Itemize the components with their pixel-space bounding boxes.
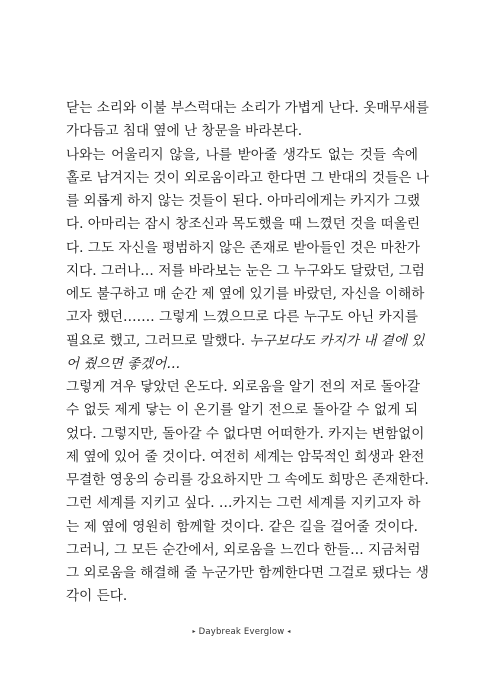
text-line: 다. 아마리는 잠시 창조신과 목도했을 때 느꼈던 것을 떠올린 — [66, 216, 421, 233]
text-line: 그 외로움을 해결해 줄 누군가만 함께한다면 그걸로 됐다는 생 — [66, 565, 429, 581]
text-line: 었다. 그렇지만, 돌아갈 수 없다면 어떠한가. 카지는 변함없이 — [66, 425, 425, 442]
text-line: 가다듬고 침대 옆에 난 창문을 바라본다. — [66, 123, 303, 140]
text-line: 닫는 소리와 이불 부스럭대는 소리가 가볍게 난다. 옷매무새를 — [66, 100, 429, 116]
text-line: 각이 든다. — [66, 588, 128, 605]
book-title: Daybreak Everglow — [198, 627, 285, 637]
triangle-right-icon: ▸ — [192, 628, 196, 635]
paragraph — [66, 144, 429, 377]
text-line: 나와는 어울리지 않을, 나를 받아줄 생각도 없는 것들 속에 — [66, 146, 418, 163]
text-line: 를 외롭게 하지 않는 것들이 된다. 아마리에게는 카지가 그랬 — [66, 193, 421, 209]
page-footer — [0, 627, 483, 637]
text-line: 수 없듯 제게 닿는 이 온기를 알기 전으로 돌아갈 수 없게 되 — [66, 402, 418, 419]
body-text — [66, 97, 429, 609]
text-run: 필요로 했고, 그러므로 말했다. — [66, 332, 250, 349]
text-line: 제 옆에 있어 줄 것이다. 여전히 세계는 암묵적인 희생과 완전 — [66, 448, 425, 465]
text-line: 고자 했던……. 그렇게 느꼈으므로 다른 누구도 아닌 카지를 — [66, 309, 418, 326]
text-line: 지다. 그러나… 저를 바라보는 눈은 그 누구와도 달랐던, 그럼 — [66, 262, 425, 279]
text-line: 그렇게 겨우 닿았던 온도다. 외로움을 알기 전의 저로 돌아갈 — [66, 379, 421, 395]
text-line: 그런 세계를 지키고 싶다. …카지는 그런 세계를 지키고자 하 — [66, 495, 421, 512]
text-line — [66, 330, 425, 353]
paragraph — [66, 97, 429, 144]
text-line — [66, 353, 418, 376]
text-line: 무결한 영웅의 승리를 강요하지만 그 속에도 희망은 존재한다. — [66, 472, 429, 488]
text-line: 그러니, 그 모든 순간에서, 외로움을 느낀다 한들… 지금처럼 — [66, 541, 421, 558]
text-line: 는 제 옆에 영원히 함께할 것이다. 같은 길을 걸어줄 것이다. — [66, 518, 418, 535]
triangle-left-icon: ◂ — [287, 628, 291, 635]
text-line: 홀로 남겨지는 것이 외로움이라고 한다면 그 반대의 것들은 나 — [66, 169, 429, 186]
text-line: 다. 그도 자신을 평범하지 않은 존재로 받아들인 것은 마찬가 — [66, 239, 421, 256]
italic-quote: 어 줬으면 좋겠어… — [66, 355, 181, 372]
text-line: 에도 불구하고 매 순간 제 옆에 있기를 바랐던, 자신을 이해하 — [66, 286, 425, 302]
italic-quote: 누구보다도 카지가 내 곁에 있 — [249, 332, 425, 349]
paragraph — [66, 376, 429, 609]
